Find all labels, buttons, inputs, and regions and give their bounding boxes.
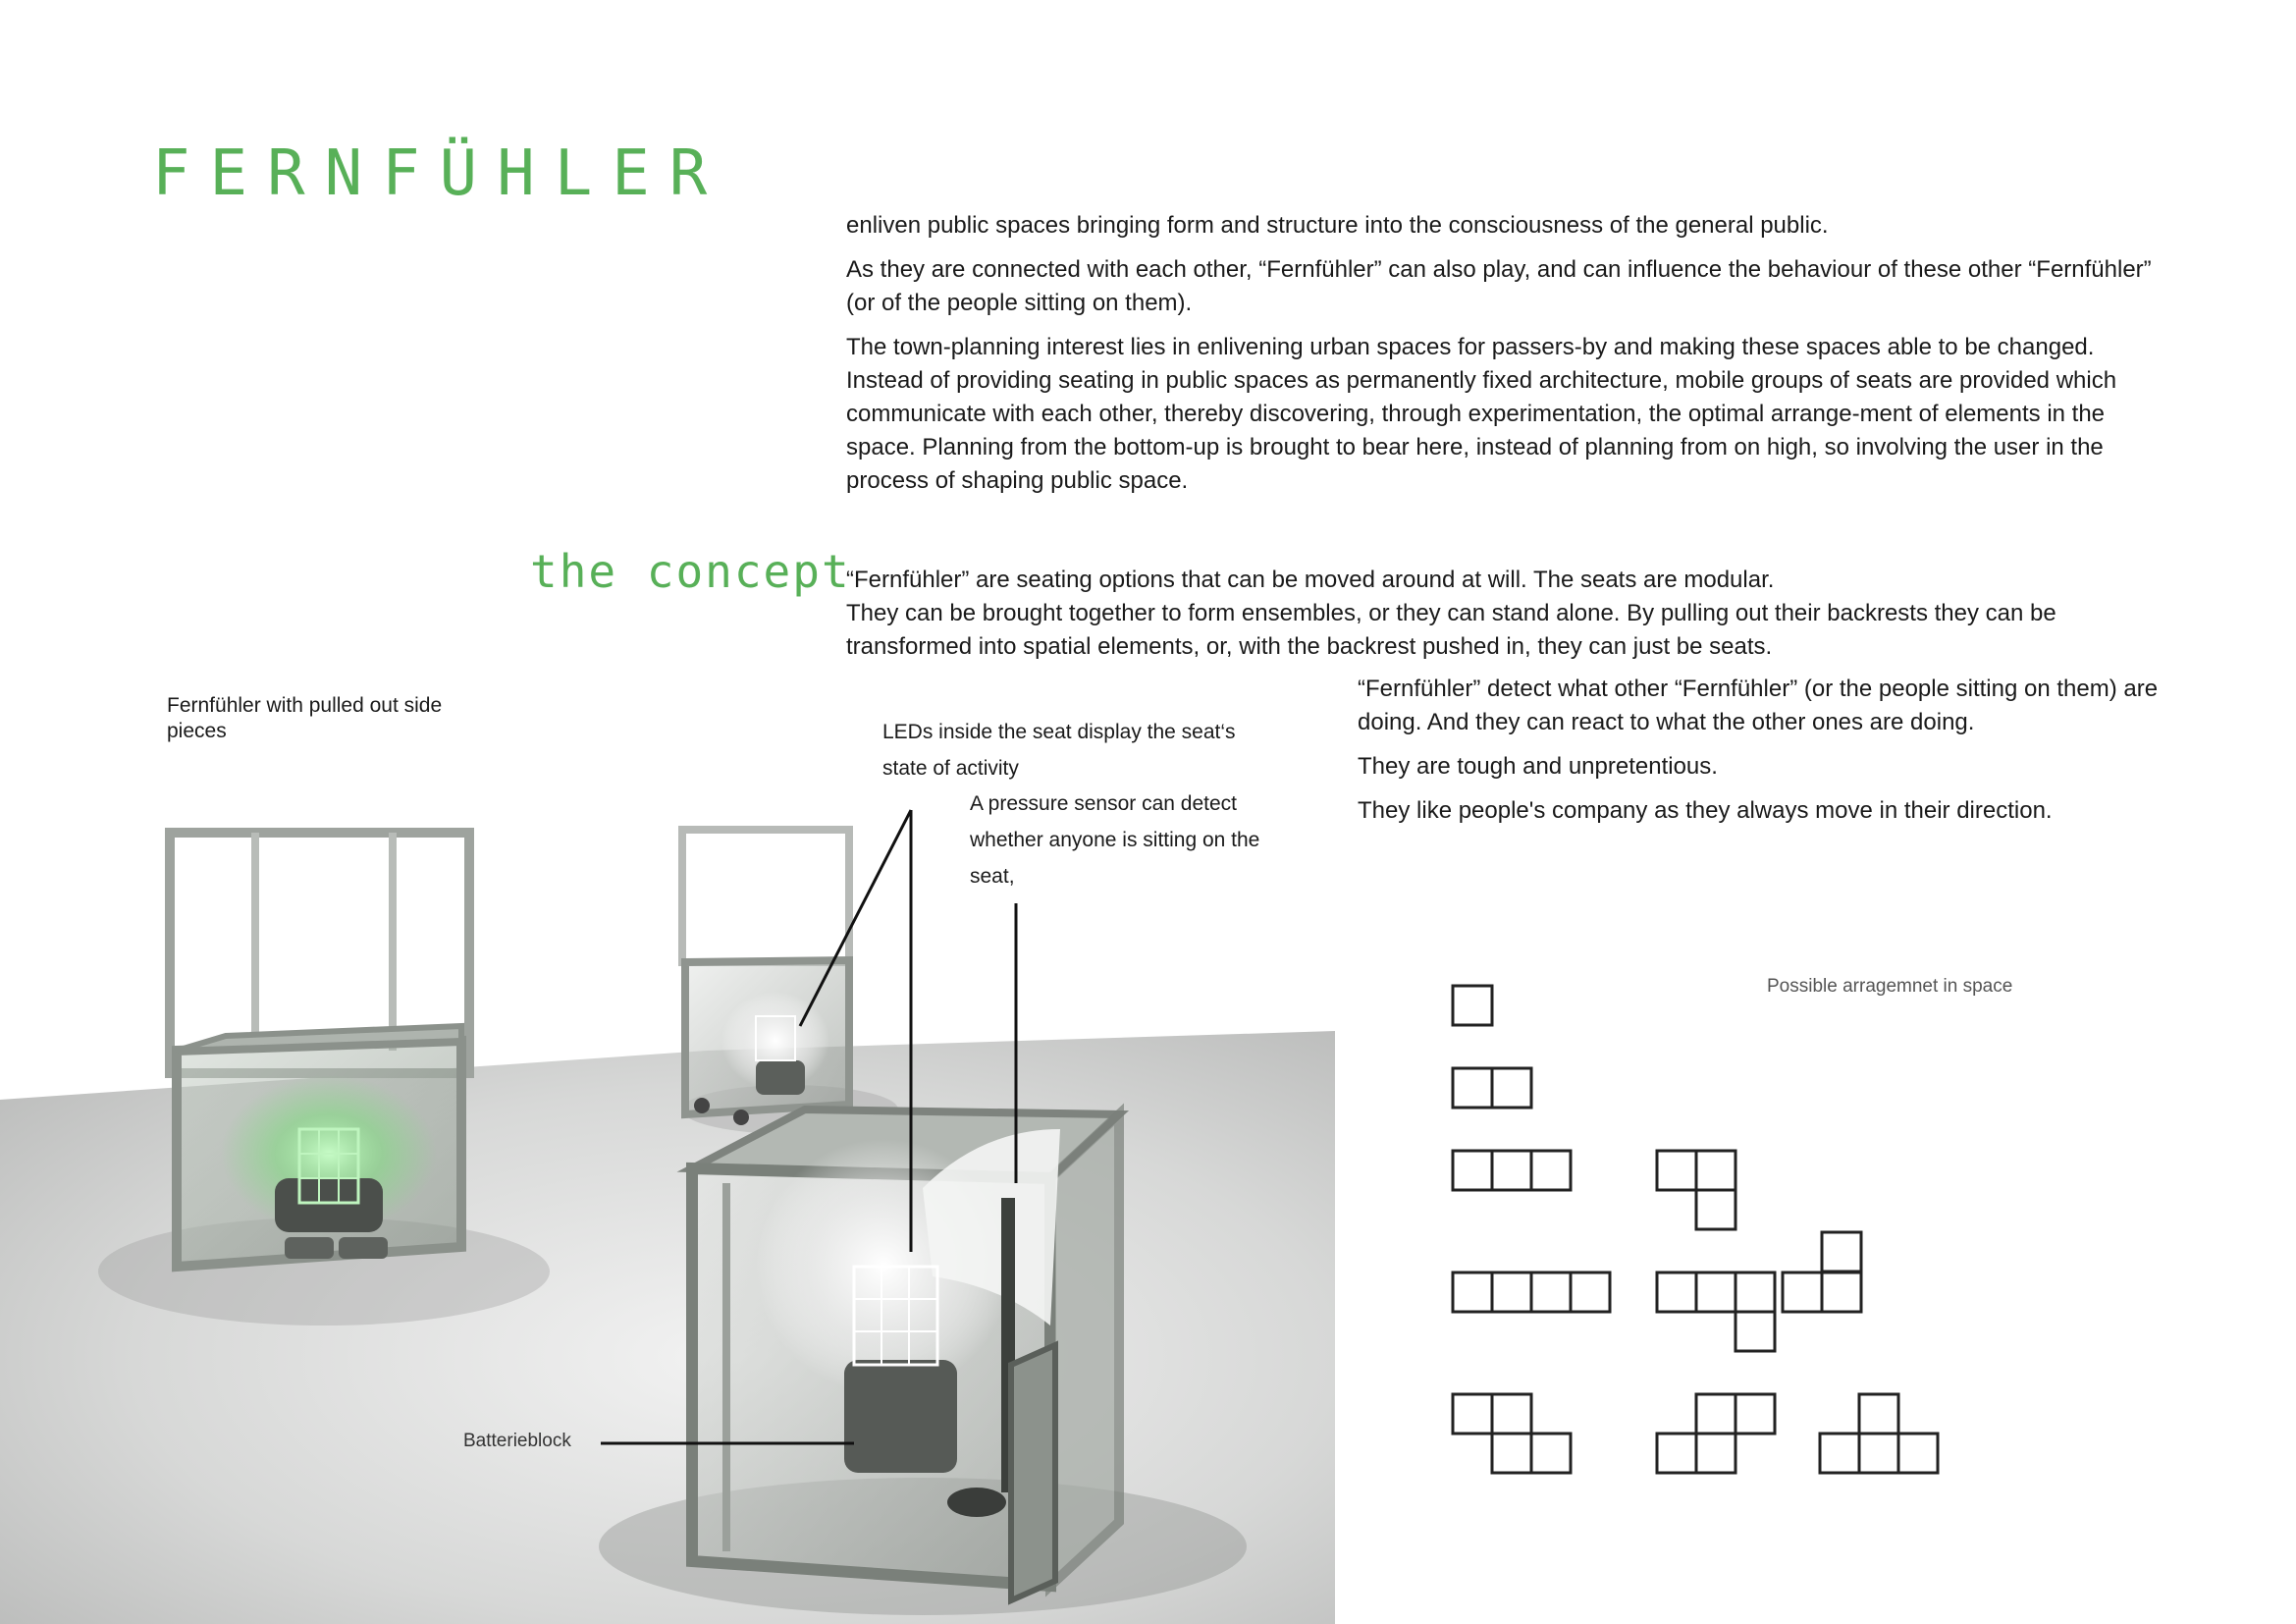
arrangement-three-row — [1453, 1151, 1571, 1190]
concept-traits — [1358, 673, 2172, 839]
page-title: FERNFÜHLER — [152, 137, 727, 210]
caption-sensor: A pressure sensor can detect whether anyone is sitting on the seat, — [970, 792, 1260, 888]
concept-text — [846, 564, 2152, 664]
caption-pulled-out: Fernfühler with pulled out side pieces — [167, 694, 443, 742]
concept-line: “Fernfühler” are seating options that can be moved around at will. The seats are modular. — [846, 567, 1775, 593]
arrangement-three-corner — [1657, 1151, 1735, 1229]
arrangement-four-z — [1657, 1394, 1775, 1473]
concept-heading: the concept — [530, 545, 851, 598]
arrangement-four-row — [1453, 1272, 1610, 1312]
caption-battery: Batterieblock — [463, 1431, 571, 1451]
caption-leds: LEDs inside the seat display the seat‘s state of activity — [882, 721, 1236, 780]
trait-paragraph: “Fernfühler” detect what other “Fernfühler” (or the people sitting on them) are doing. And they can react to what the other ones are doing. — [1358, 676, 2159, 735]
seat-render-illustration — [0, 815, 1335, 1624]
arrangement-two — [1453, 1068, 1531, 1108]
arrangement-four-t — [1820, 1394, 1938, 1473]
arrangement-four-s — [1453, 1394, 1571, 1473]
trait-paragraph: They like people's company as they always move in their direction. — [1358, 797, 2053, 824]
arrangement-four-l — [1657, 1272, 1775, 1351]
intro-paragraph: enliven public spaces bringing form and structure into the consciousness of the general public. — [846, 212, 1829, 239]
intro-paragraph: As they are connected with each other, “Fernfühler” can also play, and can influence the behaviour of these other “Fernfühler” (or of the people sitting on them). — [846, 256, 2152, 316]
arrangement-diagram — [1443, 972, 1973, 1492]
intro-paragraph: The town-planning interest lies in enlivening urban spaces for passers-by and making these spaces able to be changed. Instead of providing seating in public spaces as permanently fixed architecture, mobile groups of seats are provided which communicate with each other, thereby discovering, through experimentation, the optimal arrange-ment of elements in the space. Planning from the bottom-up is brought to bear here, instead of planning from on high, so involving the user in the process of shaping public space. — [846, 334, 2117, 494]
arrangement-four-j — [1783, 1232, 1861, 1312]
intro-text — [846, 209, 2152, 509]
arrangement-single — [1453, 986, 1492, 1025]
caption-arrangement: Possible arragemnet in space — [1767, 976, 2013, 997]
trait-paragraph: They are tough and unpretentious. — [1358, 753, 1718, 780]
concept-line: They can be brought together to form ensembles, or they can stand alone. By pulling out their backrests they can be transformed into spatial elements, or, with the backrest pushed in, they can just be seats. — [846, 600, 2056, 660]
